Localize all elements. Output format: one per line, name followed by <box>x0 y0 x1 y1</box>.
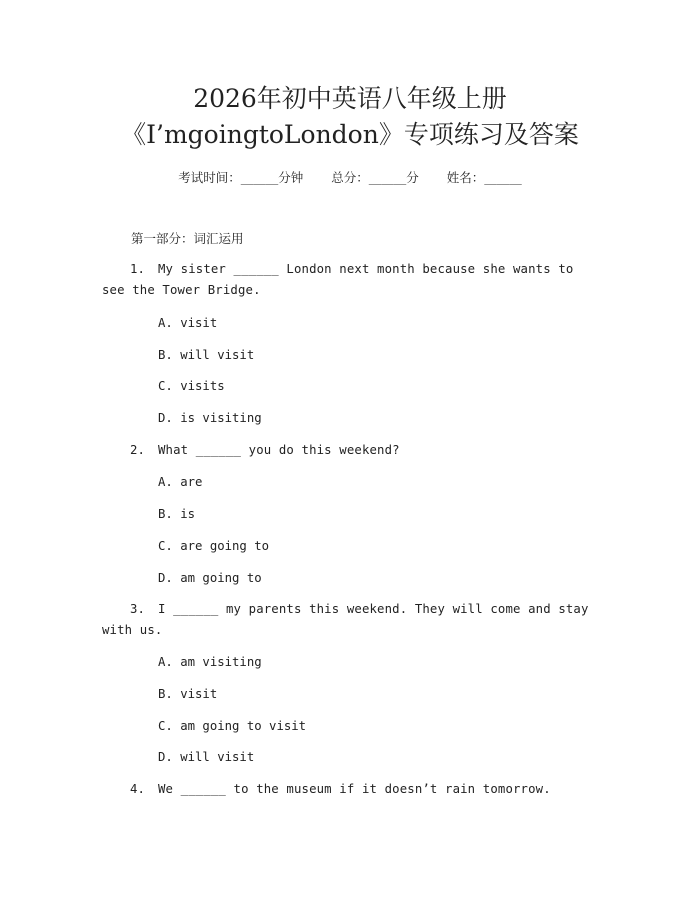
question-3-option-b: B. visit <box>158 687 218 701</box>
question-1-option-d: D. is visiting <box>158 411 262 425</box>
name-field: 姓名：______ <box>446 170 522 185</box>
total-score-field: 总分：______分 <box>331 170 419 185</box>
question-1-option-b: B. will visit <box>158 348 255 362</box>
question-2-option-a: A. are <box>158 475 203 489</box>
question-1-option-c: C. visits <box>158 379 225 393</box>
question-1-option-a: A. visit <box>158 316 218 330</box>
question-text: My sister ______ London next month because she wants to see the Tower Bridge. <box>102 262 574 297</box>
exam-time-field: 考试时间：______分钟 <box>178 170 304 185</box>
question-2 <box>102 440 597 461</box>
question-number: 4. <box>130 782 146 796</box>
exam-info-line <box>0 169 700 187</box>
question-text: We ______ to the museum if it doesn’t rain tomorrow. <box>158 782 551 796</box>
page-title-line-1: 2026年初中英语八年级上册 <box>193 84 507 113</box>
question-text: What ______ you do this weekend? <box>158 443 400 457</box>
question-2-option-b: B. is <box>158 507 196 521</box>
page-title-line-2: 《I’mgoingtoLondon》专项练习及答案 <box>121 120 579 149</box>
question-number: 3. <box>130 602 146 616</box>
question-text: I ______ my parents this weekend. They will come and stay with us. <box>102 602 589 637</box>
question-3-option-a: A. am visiting <box>158 655 262 669</box>
question-4 <box>102 779 597 800</box>
question-3-option-d: D. will visit <box>158 750 255 764</box>
question-3-option-c: C. am going to visit <box>158 719 307 733</box>
question-2-option-c: C. are going to <box>158 539 270 553</box>
question-number: 2. <box>130 443 146 457</box>
question-2-option-d: D. am going to <box>158 571 262 585</box>
section-title: 第一部分：词汇运用 <box>131 231 244 246</box>
question-3 <box>102 599 597 640</box>
question-1 <box>102 259 597 300</box>
question-number: 1. <box>130 262 146 276</box>
